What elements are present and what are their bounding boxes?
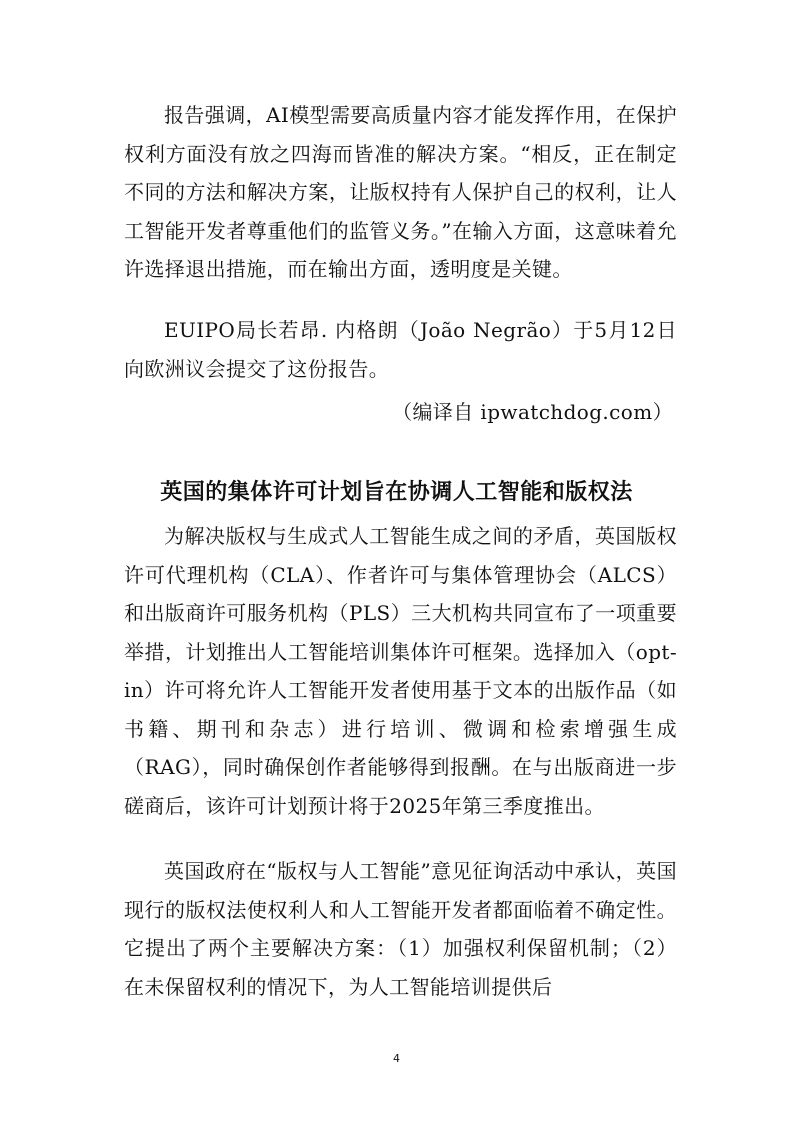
body-paragraph: 英国政府在“版权与人工智能”意见征询活动中承认，英国现行的版权法使权利人和人工智能开发者都面临着不确定性。它提出了两个主要解决方案：（1）加强权利保留机制；（2）在未保留权利的情况下，为人工智能培训提供后	[124, 859, 677, 999]
source-note: （编译自 ipwatchdog.com）	[392, 400, 673, 424]
body-paragraph: 报告强调，AI模型需要高质量内容才能发挥作用，在保护权利方面没有放之四海而皆准的解决方案。“相反，正在制定不同的方法和解决方案，让版权持有人保护自己的权利，让人工智能开发者尊重他们的监管义务。”在输入方面，这意味着允许选择退出措施，而在输出方面，透明度是关键。	[124, 103, 677, 281]
page-number: 4	[393, 1052, 400, 1065]
section-heading: 英国的集体许可计划旨在协调人工智能和版权法	[160, 480, 633, 505]
body-paragraph: 为解决版权与生成式人工智能生成之间的矛盾，英国版权许可代理机构（CLA）、作者许可与集体管理协会（ALCS）和出版商许可服务机构（PLS）三大机构共同宣布了一项重要举措，计划推出人工智能培训集体许可框架。选择加入（opt-in）许可将允许人工智能开发者使用基于文本的出版作品（如书籍、期刊和杂志）进行培训、微调和检索增强生成（RAG），同时确保创作者能够得到报酬。在与出版商进一步磋商后，该许可计划预计将于2025年第三季度推出。	[124, 524, 677, 818]
body-paragraph: EUIPO局长若昂. 内格朗（João Negrão）于5月12日向欧洲议会提交了这份报告。	[124, 318, 677, 381]
